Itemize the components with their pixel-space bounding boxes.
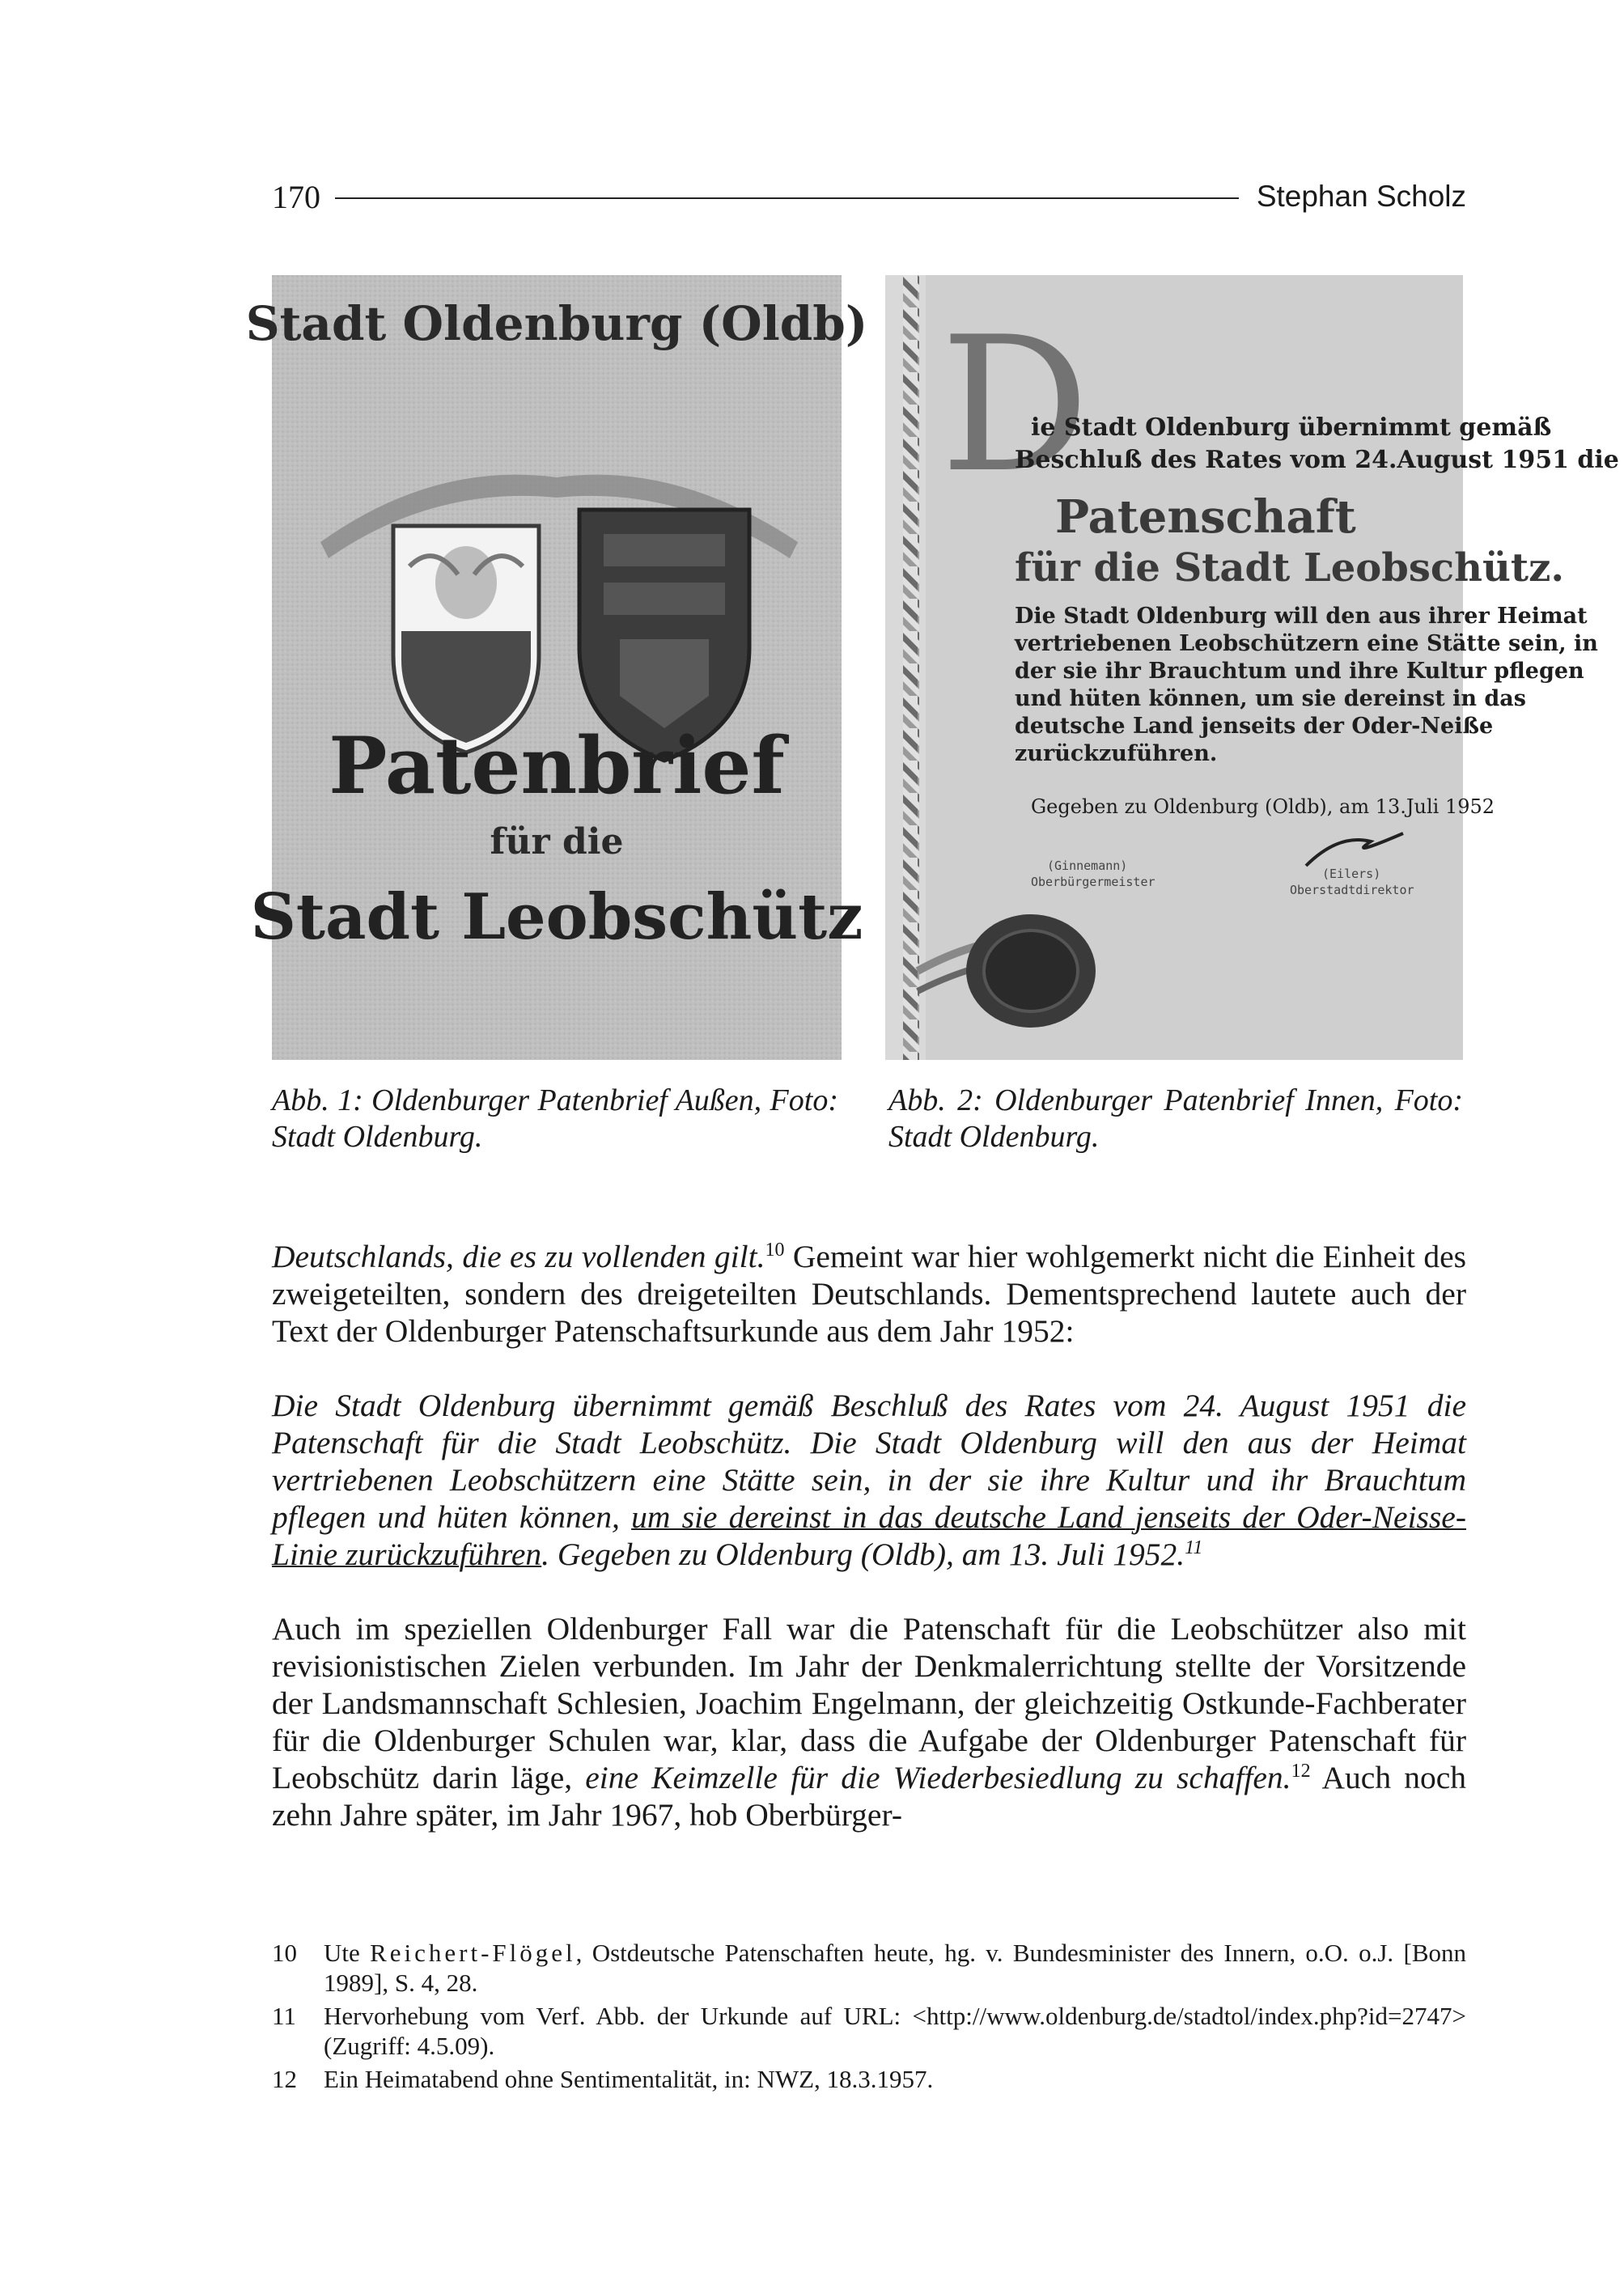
cover-title-text: Patenbrief: [329, 720, 785, 812]
footnote-ref-10: 10: [765, 1239, 785, 1261]
cert-line-2: Beschluß des Rates vom 24.August 1951 die: [1015, 446, 1619, 474]
figure-patenbrief-inside: [885, 275, 1619, 1060]
cert-line-1: ie Stadt Oldenburg übernimmt gemäß: [1031, 413, 1552, 442]
footnote-number: 12: [272, 2065, 297, 2093]
cert-line-7: der sie ihr Brauchtum und ihre Kultur pflegen: [1015, 659, 1584, 684]
cert-line-4: für die Stadt Leobschütz.: [1015, 545, 1565, 591]
paragraph-2-text-before: Auch im speziellen Oldenburger Fall war die Patenschaft für die Leobschützer also mit revisionistischen Zielen verbunden. Im Jahr der Denkmalerrichtung stellte der Vorsitzende der Landsmannschaft Schlesien, Joachim Engelmann, der gleichzeitig Ostkunde-Fachberater für die Oldenburger Schulen war, klar, dass die Aufgabe der Oldenburger Patenschaft für Leobschütz darin läge,: [272, 1611, 1466, 1795]
footnotes: [272, 1938, 1466, 2097]
figure-2-caption: Abb. 2: Oldenburger Patenbrief Innen, Foto: Stadt Oldenburg.: [888, 1083, 1463, 1154]
cert-signer-2-name: (Eilers): [1322, 867, 1381, 881]
paragraph-2-text-after: Auch noch zehn Jahre später, im Jahr 1967, hob Oberbürger-: [272, 1760, 1466, 1833]
footnote-text: Hervorhebung vom Verf. Abb. der Urkunde auf URL: <http://www.oldenburg.de/stadtol/index.php?id=2747> (Zugriff: 4.5.09).: [324, 2002, 1466, 2060]
cover-top-text: Stadt Oldenburg (Oldb): [245, 296, 868, 351]
patenbrief-cover-photo: [245, 275, 868, 1060]
cert-line-8: und hüten können, um sie dereinst in das: [1015, 686, 1526, 711]
figure-1-caption: Abb. 1: Oldenburger Patenbrief Außen, Foto: Stadt Oldenburg.: [272, 1083, 838, 1154]
figure-patenbrief-cover: [245, 275, 868, 1060]
footnote-number: 10: [272, 1939, 297, 1967]
footnote-10-post: , Ostdeutsche Patenschaften heute, hg. v. Bundesminister des Innern, o.O. o.J. [Bonn 1989], S. 4, 28.: [324, 1939, 1466, 1997]
footnote-ref-11: 11: [1185, 1536, 1203, 1558]
cover-subtitle-text: für die: [490, 821, 624, 863]
cert-line-5: Die Stadt Oldenburg will den aus ihrer Heimat: [1015, 604, 1588, 629]
paragraph-2-italic: eine Keimzelle für die Wiederbesiedlung zu schaffen.: [585, 1760, 1291, 1795]
cover-city-text: Stadt Leobschütz: [250, 880, 863, 954]
footnote-10-pre: Ute: [324, 1939, 371, 1967]
footnote-11: [272, 2001, 1466, 2061]
paragraph-1-italic: Deutschlands, die es zu vollenden gilt.: [272, 1239, 765, 1274]
block-quote: [272, 1387, 1466, 1573]
footnote-10-author: Reichert-Flögel: [370, 1939, 576, 1967]
paragraph-1-text: Gemeint war hier wohlgemerkt nicht die Einheit des zweigeteilten, sondern des dreigeteilten Deutschlands. Dementsprechend lautete auch der Text der Oldenburger Patenschaftsurkunde aus dem Jahr 1952:: [272, 1239, 1466, 1349]
patenbrief-inside-photo: [885, 275, 1619, 1060]
footnote-text: Ein Heimatabend ohne Sentimentalität, in: NWZ, 18.3.1957.: [324, 2065, 934, 2093]
page-number: 170: [272, 178, 320, 215]
quote-text-before: Die Stadt Oldenburg übernimmt gemäß Beschluß des Rates vom 24. August 1951 die Patenschaft für die Stadt Leobschütz. Die Stadt Oldenburg will den aus der Heimat vertriebenen Leobschützern eine Stätte sein, in der sie ihre Kultur und ihr Brauchtum pflegen und hüten können,: [272, 1388, 1466, 1535]
cert-line-10: zurückzuführen.: [1015, 741, 1218, 766]
running-author: Stephan Scholz: [1256, 180, 1466, 213]
footnote-12: [272, 2064, 1466, 2094]
footnote-ref-12: 12: [1291, 1760, 1311, 1782]
header-rule: [335, 197, 1239, 199]
cert-line-3: Patenschaft: [1055, 490, 1356, 544]
cert-line-11: Gegeben zu Oldenburg (Oldb), am 13.Juli 1952: [1031, 795, 1495, 818]
footnote-10: [272, 1938, 1466, 1998]
quote-underlined: um sie dereinst in das deutsche Land jenseits der Oder-Neisse-Linie zurückzuführen: [272, 1499, 1466, 1572]
running-header: [272, 175, 1466, 218]
quote-text-after: . Gegeben zu Oldenburg (Oldb), am 13. Juli 1952.: [541, 1536, 1185, 1572]
cert-line-6: vertriebenen Leobschützern eine Stätte sein, in: [1015, 631, 1598, 656]
footnote-number: 11: [272, 2002, 296, 2030]
footnote-text: [324, 1938, 1466, 1998]
cert-signer-2-title: Oberstadtdirektor: [1290, 883, 1414, 897]
cert-signer-1-title: Oberbürgermeister: [1031, 875, 1155, 889]
cert-line-9: deutsche Land jenseits der Oder-Neiße: [1015, 714, 1494, 739]
body-paragraph-1: [272, 1238, 1466, 1350]
body-paragraph-2: [272, 1610, 1466, 1833]
cert-signer-1-name: (Ginnemann): [1047, 858, 1128, 873]
svg-text:D: D: [940, 298, 1090, 514]
